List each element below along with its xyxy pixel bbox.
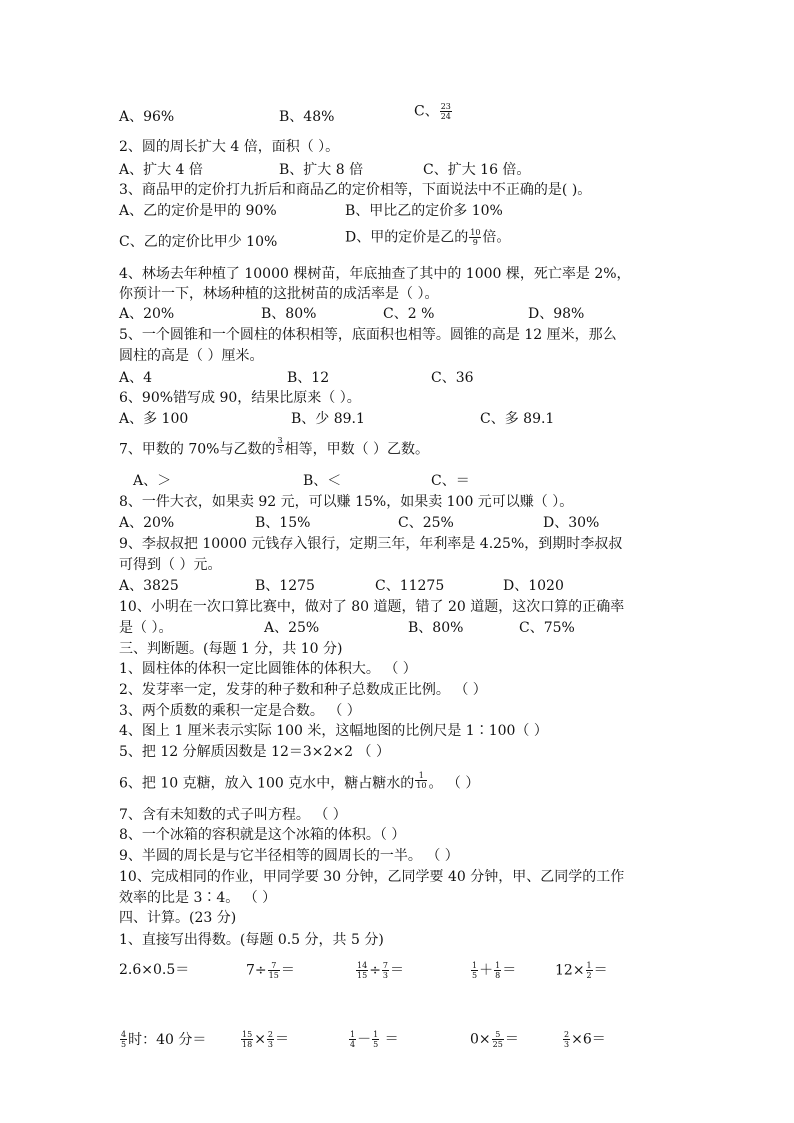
q6-option-c: C、多 89.1 (480, 411, 555, 427)
q8-option-a: A、20% (119, 515, 175, 531)
q1-options (119, 102, 451, 126)
q6-options (119, 410, 555, 428)
question-8: 8、一件大衣，如果卖 92 元，可以赚 15%，如果卖 100 元可以赚（ ）。 (119, 494, 574, 510)
q8-option-b: B、15% (255, 515, 311, 531)
calc-5: 12× $\frac{1}{2}$ ＝ (555, 961, 608, 980)
q4-option-d: D、98% (528, 306, 585, 322)
question-4-line1: 4、林场去年种植了 10000 棵树苗，年底抽查了其中的 1000 棵，死亡率是 2%， (119, 266, 631, 282)
q2-option-b: B、扩大 8 倍 (279, 162, 364, 178)
q5-options (119, 369, 474, 387)
q7-option-c: C、＝ (431, 473, 470, 489)
judge-1: 1、圆柱体的体积一定比圆锥体的体积大。 （ ） (119, 661, 417, 677)
q1-option-b: B、48% (279, 109, 335, 125)
q3-options-cd (119, 228, 511, 251)
section-3-heading: 三、判断题。(每题 1 分，共 10 分) (119, 641, 343, 657)
question-5-line2: 圆柱的高是（ ）厘米。 (119, 348, 264, 364)
q3-option-a: A、乙的定价是甲的 90% (119, 203, 277, 219)
calc-4: $\frac{1}{5}$ ＋ $\frac{1}{8}$ ＝ (472, 961, 517, 980)
fraction: $\frac{23}{24}$ (440, 102, 451, 121)
section-4-heading: 四、计算。(23 分) (119, 910, 237, 926)
question-4-line2: 你预计一下，林场种植的这批树苗的成活率是（ ）。 (119, 286, 439, 302)
q4-option-c: C、2 % (383, 306, 435, 322)
q10-option-a: A、25% (264, 620, 320, 636)
q6-option-a: A、多 100 (119, 411, 189, 427)
q1-option-a: A、96% (119, 109, 175, 125)
q9-option-a: A、3825 (119, 578, 179, 594)
question-9-line2: 可得到（ ）元。 (119, 557, 222, 573)
question-2: 2、圆的周长扩大 4 倍，面积（ ）。 (119, 139, 340, 155)
fraction: $\frac{3}{5}$ (277, 436, 283, 455)
judge-8: 8、一个冰箱的容积就是这个冰箱的体积。（ ） (119, 827, 406, 843)
q7-option-b: B、＜ (303, 473, 342, 489)
judge-9: 9、半圆的周长是与它半径相等的圆周长的一半。 （ ） (119, 848, 459, 864)
calc-row-2 (119, 1030, 606, 1049)
calc-6: $\frac{4}{5}$ 时：40 分＝ (121, 1030, 207, 1049)
q3-option-d: D、甲的定价是乙的 $\frac{10}{9}$ 倍。 (345, 228, 511, 247)
q7-options (133, 472, 470, 490)
q4-options (119, 305, 585, 323)
q3-option-c: C、乙的定价比甲少 10% (119, 234, 278, 250)
q2-option-a: A、扩大 4 倍 (119, 162, 203, 178)
fraction: $\frac{10}{9}$ (470, 228, 481, 247)
question-3: 3、商品甲的定价打九折后和商品乙的定价相等，下面说法中不正确的是( )。 (119, 182, 592, 198)
calc-7: $\frac{15}{18}$ × $\frac{2}{3}$ ＝ (242, 1030, 290, 1049)
q9-option-d: D、1020 (503, 578, 564, 594)
calc-3: $\frac{14}{15}$ ÷ $\frac{7}{3}$ ＝ (357, 961, 405, 980)
calc-instruction: 1、直接写出得数。(每题 0.5 分，共 5 分) (119, 932, 384, 948)
q10-option-c: C、75% (519, 620, 575, 636)
calc-9: 0× $\frac{5}{25}$ ＝ (470, 1030, 519, 1049)
q5-option-a: A、4 (119, 370, 153, 386)
q3-option-b: B、甲比乙的定价多 10% (345, 203, 503, 219)
q2-option-c: C、扩大 16 倍。 (423, 162, 531, 178)
q9-option-b: B、1275 (255, 578, 315, 594)
q8-option-c: C、25% (398, 515, 454, 531)
question-5-line1: 5、一个圆锥和一个圆柱的体积相等，底面积也相等。圆锥的高是 12 厘米，那么 (119, 327, 617, 343)
question-7: 7、甲数的 70%与乙数的 $\frac{3}{5}$ 相等，甲数（ ）乙数。 (119, 436, 430, 458)
q9-options (119, 577, 564, 595)
q4-option-b: B、80% (261, 306, 317, 322)
q7-option-a: A、＞ (133, 473, 172, 489)
q5-option-c: C、36 (431, 370, 474, 386)
judge-10-line2: 效率的比是 3∶4。 （ ） (119, 890, 277, 906)
question-9-line1: 9、李叔叔把 10000 元钱存入银行，定期三年，年利率是 4.25%，到期时李叔叔 (119, 536, 623, 552)
question-10-line1: 10、小明在一次口算比赛中，做对了 80 道题，错了 20 道题，这次口算的正确率 (119, 599, 625, 615)
judge-6: 6、把 10 克糖，放入 100 克水中，糖占糖水的 $\frac{1}{10}$ 。 （ ） (119, 771, 480, 792)
question-6: 6、90%错写成 90，结果比原来（ ）。 (119, 390, 361, 406)
fraction: $\frac{1}{10}$ (416, 771, 427, 790)
q8-option-d: D、30% (543, 515, 600, 531)
judge-3: 3、两个质数的乘积一定是合数。 （ ） (119, 703, 361, 719)
q6-option-b: B、少 89.1 (291, 411, 365, 427)
calc-1: 2.6×0.5＝ (119, 962, 190, 978)
calc-2: 7÷ $\frac{7}{15}$ ＝ (246, 961, 295, 980)
q2-options (119, 161, 531, 179)
calc-8: $\frac{1}{4}$ － $\frac{1}{5}$ ＝ (350, 1030, 399, 1049)
q1-option-c: C、 $\frac{23}{24}$ (414, 102, 451, 121)
q10-option-b: B、80% (408, 620, 464, 636)
question-10-line2: 是（ ）。 A、25% B、80% C、75% (119, 620, 575, 636)
judge-10-line1: 10、完成相同的作业，甲同学要 30 分钟，乙同学要 40 分钟，甲、乙同学的工作 (119, 869, 625, 885)
judge-4: 4、图上 1 厘米表示实际 100 米，这幅地图的比例尺是 1∶100（ ） (119, 723, 548, 739)
q5-option-b: B、12 (287, 370, 330, 386)
q9-option-c: C、11275 (375, 578, 445, 594)
calc-10: $\frac{2}{3}$ ×6＝ (564, 1030, 606, 1049)
judge-2: 2、发芽率一定，发芽的种子数和种子总数成正比例。 （ ） (119, 682, 487, 698)
judge-5: 5、把 12 分解质因数是 12＝3×2×2 （ ） (119, 744, 390, 760)
calc-row-1 (119, 961, 608, 980)
q4-option-a: A、20% (119, 306, 175, 322)
judge-7: 7、含有未知数的式子叫方程。 （ ） (119, 807, 347, 823)
q8-options (119, 514, 600, 532)
q3-options-ab (119, 202, 503, 220)
